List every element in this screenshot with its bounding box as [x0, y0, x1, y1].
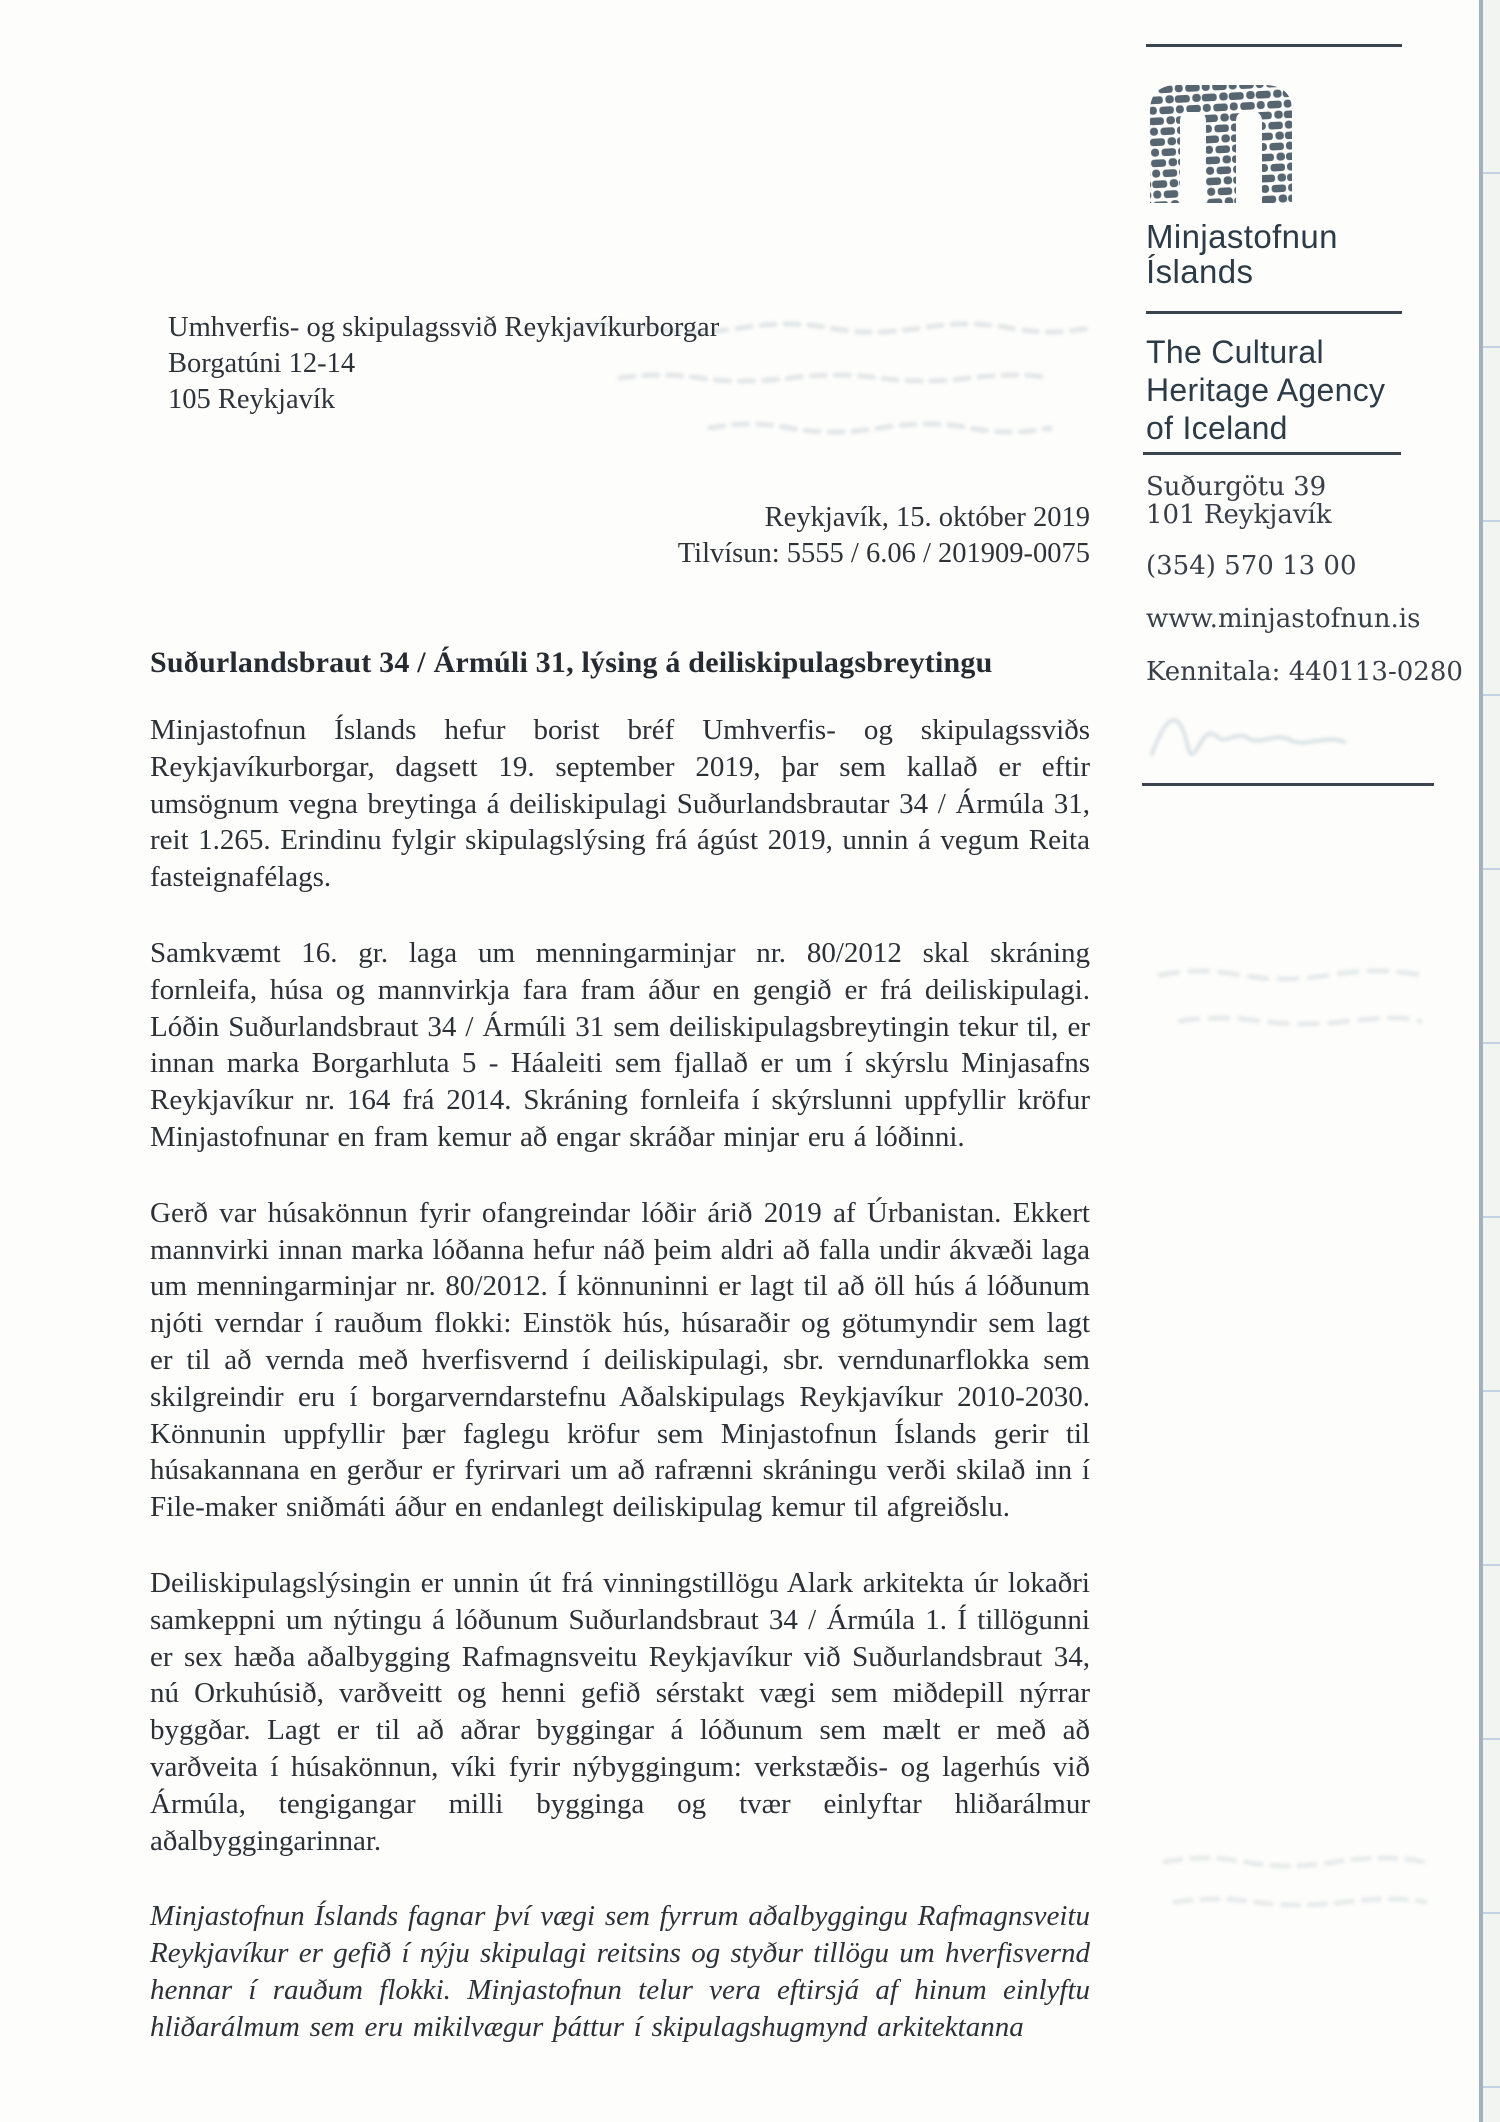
- paragraph: Samkvæmt 16. gr. laga um menningarminjar nr. 80/2012 skal skráning fornleifa, húsa og mannvirkja fara fram áður en gengið er frá deiliskipulagi. Lóðin Suðurlandsbraut 34 / Ármúli 31 sem deiliskipulagsbreytingin tekur til, er innan marka Borgarhluta 5 - Háaleiti sem fjallað er um í skýrslu Minjasafns Reykjavíkur nr. 164 frá 2014. Skráning fornleifa í skýrslunni uppfyllir kröfur Minjastofnunar en fram kemur að engar skráðar minjar eru á lóðinni.: [150, 936, 1090, 1153]
- date-reference-block: [678, 500, 1090, 572]
- scan-page-edge-line: [1479, 0, 1483, 2122]
- scan-background-strip: [1483, 0, 1500, 2122]
- org-name-en-line: The Cultural: [1146, 334, 1324, 370]
- sidebar-bottom-rule: [1142, 783, 1434, 786]
- reference-line: Tilvísun: 5555 / 6.06 / 201909-0075: [677, 538, 1090, 569]
- org-name-line: Íslands: [1146, 253, 1254, 290]
- org-name-english: [1146, 333, 1385, 447]
- sidebar-rule: [1146, 311, 1402, 314]
- recipient-address-block: [168, 310, 719, 418]
- paragraph: Minjastofnun Íslands hefur borist bréf Umhverfis- og skipulagssviðs Reykjavíkurborgar, dagsett 19. september 2019, þar sem kallað er eftir umsögnum vegna breytinga á deiliskipulagi Suðurlandsbrautar 34 / Ármúla 31, reit 1.265. Erindinu fylgir skipulagslýsing frá ágúst 2019, unnin á vegum Reita fasteignafélags.: [150, 714, 1090, 894]
- recipient-line: Umhverfis- og skipulagssvið Reykjavíkurborgar: [168, 312, 720, 343]
- sidebar-rule: [1143, 452, 1401, 455]
- org-address-line: Suðurgötu 39: [1146, 472, 1327, 502]
- recipient-line: 105 Reykjavík: [168, 384, 336, 415]
- bleedthrough-artifact: [1155, 1840, 1455, 1930]
- sidebar-top-rule: [1146, 44, 1402, 47]
- org-website: www.minjastofnun.is: [1146, 604, 1421, 634]
- paragraph: Gerð var húsakönnun fyrir ofangreindar lóðir árið 2019 af Úrbanistan. Ekkert mannvirki innan marka lóðanna hefur náð þeim aldri að falla undir ákvæði laga um menningarminjar nr. 80/2012. Í könnuninni er lagt til að öll hús á lóðunum njóti verndar í rauðum flokki: Einstök hús, húsaraðir og götumyndir sem lagt er til að vernda með hverfisvernd í deiliskipulagi, sbr. verndunarflokka sem skilgreindir eru í borgarverndarstefnu Aðalskipulags Reykjavíkur 2010-2030. Könnunin uppfyllir þær faglegu kröfur sem Minjastofnun Íslands gerir til húsakannana en gerður er fyrirvari um að rafrænni skráningu verði skilað inn í File-maker sniðmáti áður en endanlegt deiliskipulag kemur til afgreiðslu.: [150, 1196, 1090, 1524]
- org-name-en-line: of Iceland: [1146, 410, 1288, 446]
- recipient-line: Borgatúni 12-14: [168, 348, 356, 379]
- letter-body: [150, 712, 1090, 2085]
- org-name-line: Minjastofnun: [1146, 218, 1338, 255]
- org-name-en-line: Heritage Agency: [1146, 372, 1386, 408]
- date-line: Reykjavík, 15. október 2019: [764, 502, 1090, 533]
- org-phone: (354) 570 13 00: [1146, 551, 1357, 581]
- org-registration-number: Kennitala: 440113-0280: [1146, 657, 1463, 687]
- minjastofnun-stone-m-logo-icon: [1146, 74, 1296, 206]
- bleedthrough-artifact: [1150, 955, 1450, 1075]
- paragraph: Deiliskipulagslýsingin er unnin út frá vinningstillögu Alark arkitekta úr lokaðri samkeppni um nýtingu á lóðunum Suðurlandsbraut 34 / Ármúla 1. Í tillögunni er sex hæða aðalbygging Rafmagnsveitu Reykjavíkur við Suðurlandsbraut 34, nú Orkuhúsið, varðveitt og henni gefið sérstakt vægi sem miðdepill nýrrar byggðar. Lagt er til að aðrar byggingar á lóðunum sem mælt er með að varðveita í húsakönnun, víki fyrir nýbyggingum: verkstæðis- og lagerhús við Ármúla, tengigangar milli bygginga og tvær einlyftar hliðarálmur aðalbyggingarinnar.: [150, 1566, 1090, 1857]
- bleedthrough-handwriting: [1140, 692, 1410, 782]
- org-name-icelandic: [1146, 219, 1338, 289]
- subject-heading: Suðurlandsbraut 34 / Ármúli 31, lýsing á deiliskipulagsbreytingu: [150, 646, 993, 679]
- org-address-line: 101 Reykjavík: [1146, 500, 1332, 530]
- org-address: [1146, 473, 1332, 529]
- closing-paragraph-italic: Minjastofnun Íslands fagnar því vægi sem fyrrum aðalbyggingu Rafmagnsveitu Reykjavíkur er gefið í nýju skipulagi reitsins og styður tillögu um hverfisvernd hennar í rauðum flokki. Minjastofnun telur vera eftirsjá af hinum einlyftu hliðarálmum sem eru mikilvægur þáttur í skipulagshugmynd arkitektanna: [150, 1900, 1090, 2043]
